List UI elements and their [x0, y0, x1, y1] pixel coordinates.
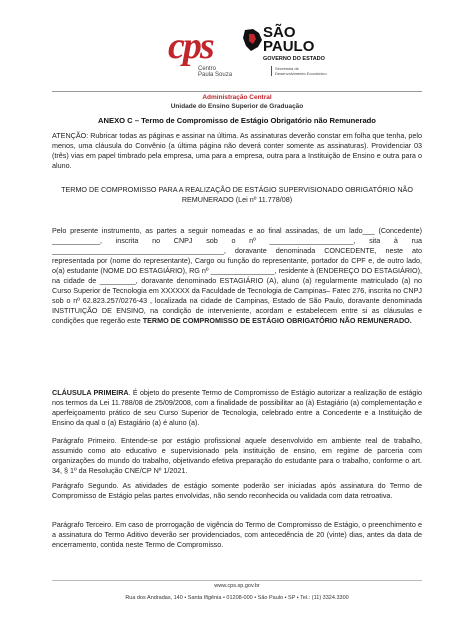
header-divider: [52, 91, 422, 92]
sp-government-label: GOVERNO DO ESTADO: [263, 56, 325, 62]
secretaria-label: Secretaria de Desenvolvimento Econômico: [271, 66, 327, 76]
admin-central-label: Administração Central: [202, 94, 272, 101]
footer-divider: [52, 580, 422, 581]
term-heading: TERMO DE COMPROMISSO PARA A REALIZAÇÃO DE ESTÁGIO SUPERVISIONADO OBRIGATÓRIO NÃO REMUNERADO (Lei nº 11.778/08): [61, 185, 413, 204]
sao-paulo-government-logo: [241, 22, 327, 86]
cps-logo-text: cps: [168, 25, 213, 67]
document-title: ANEXO C – Termo de Compromisso de Estágio Obrigatório não Remunerado: [98, 116, 376, 125]
unit-label: Unidade do Ensino Superior de Graduação: [170, 103, 304, 110]
intro-paragraph: Pelo presente instrumento, as partes a seguir nomeadas e ao final assinadas, de um lado___ (Concedente) ____________, inscrita no CNPJ sob o nº _____________________, sita à rua ___________________________________________, doravante denominada CONCEDENTE, neste ato representada por (nome do representante), Cargo ou função do representante, portador do CPF e, de outro lado, o(a) estudante (NOME DO ESTAGIÁRIO), RG nº ________________, residente à (ENDEREÇO DO ESTAGIÁRIO), na cidade de _________, doravante denominado ESTAGIÁRIO (A), aluno (a) regularmente matriculado (a) no Curso Superior de Tecnologia em XXXXXX da Faculdade de Tecnologia de Campinas– Fatec 276, inscrita no CNPJ sob o nº 62.823.257/0276-43 , localizada na cidade de Campinas, Estado de São Paulo, doravante denominada INSTITUIÇÃO DE ENSINO, na condição de interveniente, acordam e estabelecem entre si as cláusulas e condições que regerão este TERMO DE COMPROMISSO DE ESTÁGIO OBRIGATÓRIO NÃO REMUNERADO.: [52, 226, 422, 325]
administration-header: [0, 93, 474, 111]
sp-logo-text: SÃO PAULO: [263, 24, 315, 55]
clause-one-label: CLÁUSULA PRIMEIRA: [52, 388, 129, 397]
clause-one-paragraph: CLÁUSULA PRIMEIRA. É objeto do presente Termo de Compromisso de Estágio autorizar a realização de estágio nos termos da Lei 11.788/08 de 25/09/2008, com a finalidade de possibilitar ao (à) Estagiário (a) complementação e aperfeiçoamento prático de seu Curso Superior de Tecnologia, celebrado entre a Concedente e a Instituição de Ensino da qual o (a) Estagiário (a) é aluno (a).: [52, 388, 422, 427]
cps-logo-subtitle: Centro Paula Souza: [198, 66, 233, 78]
intro-bold-text: TERMO DE COMPROMISSO DE ESTÁGIO OBRIGATÓRIO NÃO REMUNERADO.: [142, 316, 412, 325]
cps-logo: [168, 26, 238, 78]
paragraph-second: Parágrafo Segundo. As atividades de estágio somente poderão ser iniciadas após assinatura do Termo de Compromisso de Estágio pelas partes envolvidas, não sendo reconhecida ou validada com data retroativa.: [52, 481, 422, 500]
paragraph-third: Parágrafo Terceiro. Em caso de prorrogação de vigência do Termo de Compromisso de Estágio, o preenchimento e a assinatura do Termo Aditivo deverão ser providenciados, com antecedência de 20 (vinte) dias, antes da data de encerramento, contida neste Termo de Compromisso.: [52, 520, 422, 549]
paragraph-first: Parágrafo Primeiro. Entende-se por estágio profissional aquele desenvolvido em ambiente real de trabalho, assumido como ato educativo e supervisionado pela instituição de ensino, em regime de parceria com organizações do mundo do trabalho, objetivando efetiva preparação do estudante para o trabalho, conforme o art. 34, § 1º da Resolução CNE/CP Nº 1/2021.: [52, 436, 422, 475]
attention-paragraph: ATENÇÃO: Rubricar todas as páginas e assinar na última. As assinaturas deverão constar em folha que tenha, pelo menos, uma cláusula do Convênio (a última página não deverá conter somente as assinaturas). Providenciar 03 (três) vias em papel timbrado pela empresa, uma para a empresa, outra para a Instituição de Ensino e outra para o aluno.: [52, 131, 422, 170]
footer-website: www.cps.sp.gov.br: [214, 583, 260, 589]
footer-address: Rua dos Andradas, 140 • Santa Ifigênia • 01208-000 • São Paulo • SP • Tel.: (11) 3324.3300: [125, 595, 349, 601]
sao-paulo-map-icon: [241, 28, 263, 52]
